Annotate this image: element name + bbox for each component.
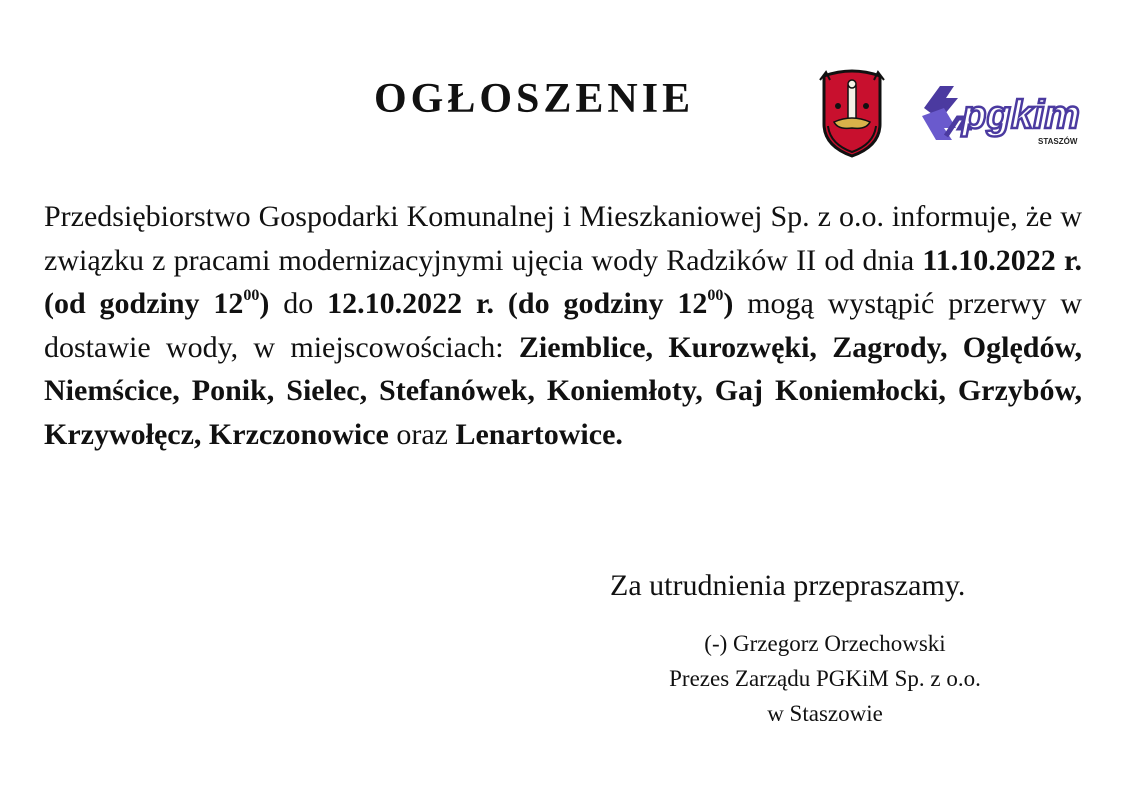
announcement-body: Przedsiębiorstwo Gospodarki Komunalnej i Mieszkaniowej Sp. z o.o. informuje, że w związku z pracami modernizacyjnymi ujęcia wody Radzików II od dnia 11.10.2022 r. (od godziny $12^{00}$) do 12.10.2022 r. (do godziny $12^{00}$) mogą wystąpić przerwy w dostawie wody, w miejscowościach: Ziemblice, Kurozwęki, Zagrody, Oględów, Niemścice, Ponik, Sielec, Stefanówek, Koniemłoty, Gaj Koniemłocki, Grzybów, Krzywołęcz, Krzczonowice oraz Lenartowice. (44, 200, 1083, 451)
date-from: 11.10.2022 r. (od godziny $12^{00}$) (44, 243, 1082, 320)
staszow-coat-of-arms-icon (818, 66, 886, 158)
logo-subtext: STASZÓW (1038, 137, 1078, 146)
apology-text: Za utrudnienia przepraszamy. (610, 569, 966, 602)
logo-text: pgkim (962, 93, 1080, 137)
signature-name: (-) Grzegorz Orzechowski (704, 631, 946, 656)
date-to: 12.10.2022 r. (do godziny $12^{00}$) (327, 287, 734, 320)
localities-list: Ziemblice, Kurozwęki, Zagrody, Oględów, Niemścice, Ponik, Sielec, Stefanówek, Koniemłoty, Gaj Koniemłocki, Grzybów, Krzywołęcz, Krzczonowice (44, 330, 1082, 451)
signature-location: w Staszowie (767, 701, 883, 726)
signature-block (590, 626, 1060, 731)
signature-position: Prezes Zarządu PGKiM Sp. z o.o. (669, 666, 981, 691)
announcement-intro: Przedsiębiorstwo Gospodarki Komunalnej i Mieszkaniowej Sp. z o.o. informuje, że w związku z pracami modernizacyjnymi ujęcia wody Radzików II od dnia (44, 200, 1082, 277)
last-locality: Lenartowice. (455, 417, 623, 451)
pgkim-recycle-logo-icon (918, 78, 1080, 150)
time-to-minutes: 00 (707, 287, 724, 304)
page-title: OGŁOSZENIE (374, 76, 695, 122)
time-from-minutes: 00 (243, 287, 260, 304)
